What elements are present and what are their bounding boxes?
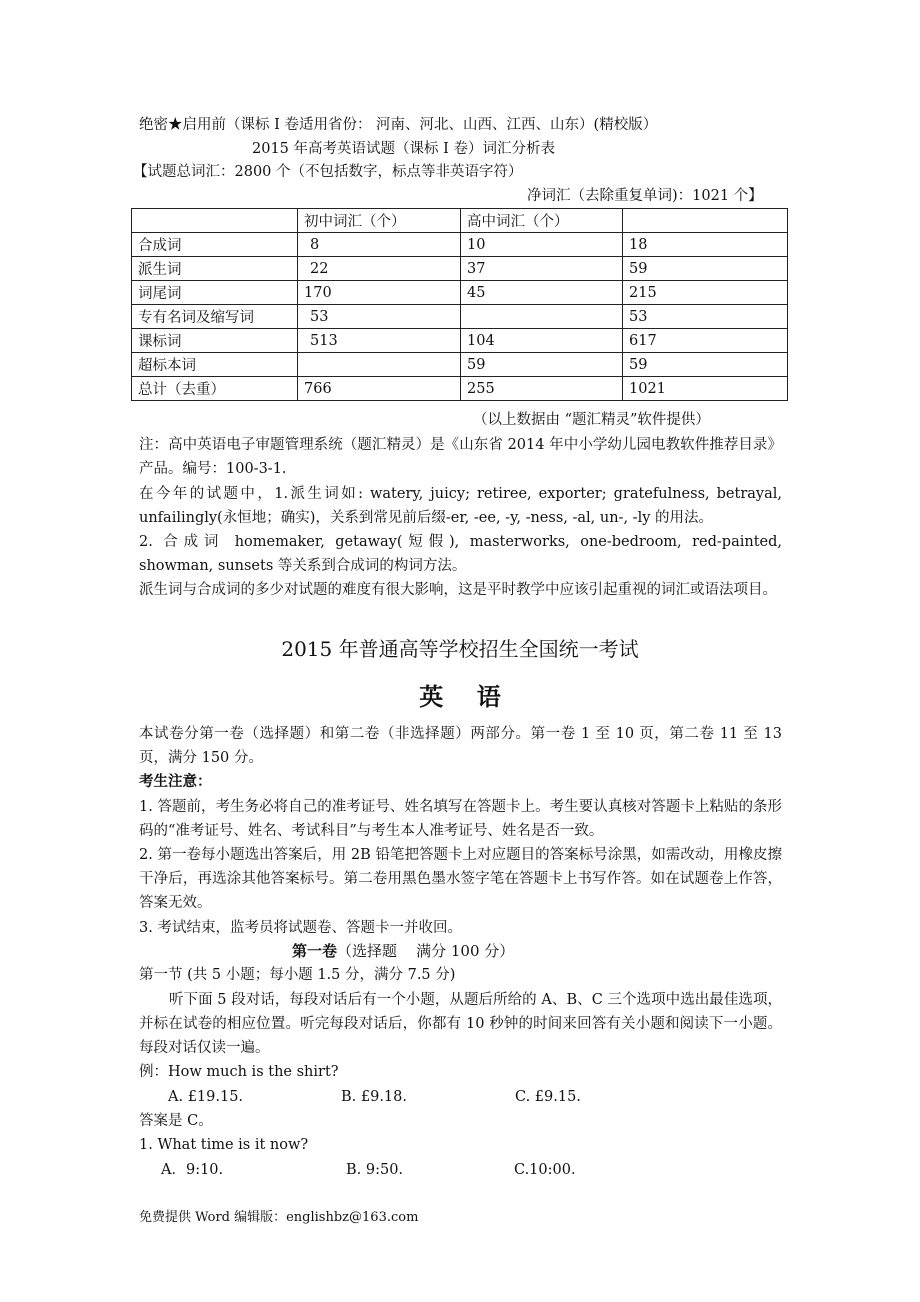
table-header-cell: 初中词汇（个） bbox=[298, 209, 461, 233]
notice-item: 3. 考试结束，监考员将试题卷、答题卡一并收回。 bbox=[139, 920, 462, 936]
table-row bbox=[132, 281, 788, 305]
senior-cell: 104 bbox=[461, 329, 623, 353]
note-paragraph: 派生词与合成词的多少对试题的难度有很大影响，这是平时教学中应该引起重视的词汇或语法项目。 bbox=[139, 582, 777, 598]
senior-cell: 45 bbox=[461, 281, 623, 305]
row-label: 课标词 bbox=[132, 329, 298, 353]
part-heading-bold: 第一卷 bbox=[292, 942, 338, 960]
example-question: 例：How much is the shirt? bbox=[139, 1064, 339, 1080]
table-row bbox=[132, 377, 788, 401]
junior-cell: 513 bbox=[298, 329, 461, 353]
table-title: 2015 年高考英语试题（课标 I 卷）词汇分析表 bbox=[252, 141, 555, 157]
junior-cell: 22 bbox=[298, 257, 461, 281]
table-header-cell: 高中词汇（个） bbox=[461, 209, 623, 233]
vocab-table bbox=[131, 208, 788, 401]
senior-cell: 10 bbox=[461, 233, 623, 257]
question-1-option-c: C.10:00. bbox=[514, 1162, 576, 1178]
total-words: 【试题总词汇：2800 个（不包括数字，标点等非英语字符） bbox=[133, 164, 523, 180]
table-row bbox=[132, 353, 788, 377]
row-label: 词尾词 bbox=[132, 281, 298, 305]
row-label: 专有名词及缩写词 bbox=[132, 305, 298, 329]
example-answer: 答案是 C。 bbox=[139, 1113, 213, 1129]
exam-title: 2015 年普通高等学校招生全国统一考试 bbox=[281, 637, 639, 661]
row-label: 总计（去重） bbox=[132, 377, 298, 401]
junior-cell: 766 bbox=[298, 377, 461, 401]
secret-line: 绝密★启用前（课标 I 卷适用省份： 河南、河北、山西、江西、山东）(精校版） bbox=[139, 117, 658, 133]
note-paragraph: 注：高中英语电子审题管理系统（题汇精灵）是《山东省 2014 年中小学幼儿园电教软件推荐目录》产品。编号：100-3-1. bbox=[139, 437, 782, 477]
total-cell: 617 bbox=[623, 329, 788, 353]
table-row bbox=[132, 233, 788, 257]
question-1: 1. What time is it now? bbox=[139, 1137, 309, 1153]
table-header-cell bbox=[623, 209, 788, 233]
part-heading bbox=[292, 941, 514, 961]
part-heading-rest: （选择题 满分 100 分） bbox=[337, 942, 515, 960]
notice-item: 2. 第一卷每小题选出答案后，用 2B 铅笔把答题卡上对应题目的答案标号涂黑，如需改动，用橡皮擦干净后，再选涂其他答案标号。第二卷用黑色墨水签字笔在答题卡上书写作答。如在试题卷上作答，答案无效。 bbox=[139, 847, 782, 911]
junior-cell: 53 bbox=[298, 305, 461, 329]
table-header-row bbox=[132, 209, 788, 233]
net-words: 净词汇（去除重复单词)：1021 个】 bbox=[527, 188, 763, 204]
table-header-cell bbox=[132, 209, 298, 233]
total-cell: 1021 bbox=[623, 377, 788, 401]
table-row bbox=[132, 257, 788, 281]
footer-text: 免费提供 Word 编辑版：englishbz@163.com bbox=[139, 1210, 419, 1225]
example-option-a: A. £19.15. bbox=[168, 1089, 244, 1105]
row-label: 超标本词 bbox=[132, 353, 298, 377]
senior-cell bbox=[461, 305, 623, 329]
table-source-note: （以上数据由 “题汇精灵”软件提供） bbox=[473, 412, 710, 428]
row-label: 合成词 bbox=[132, 233, 298, 257]
listening-instructions: 听下面 5 段对话，每段对话后有一个小题，从题后所给的 A、B、C 三个选项中选出最佳选项，并标在试卷的相应位置。听完每段对话后，你都有 10 秒钟的时间来回答有关小题和阅读下一小题。每段对话仅读一遍。 bbox=[139, 992, 782, 1056]
senior-cell: 255 bbox=[461, 377, 623, 401]
notice-item: 1. 答题前，考生务必将自己的准考证号、姓名填写在答题卡上。考生要认真核对答题卡上粘贴的条形码的“准考证号、姓名、考试科目”与考生本人准考证号、姓名是否一致。 bbox=[139, 799, 782, 839]
example-option-c: C. £9.15. bbox=[515, 1089, 581, 1105]
total-cell: 53 bbox=[623, 305, 788, 329]
junior-cell: 8 bbox=[298, 233, 461, 257]
question-1-option-b: B. 9:50. bbox=[346, 1162, 404, 1178]
senior-cell: 37 bbox=[461, 257, 623, 281]
total-cell: 215 bbox=[623, 281, 788, 305]
total-cell: 18 bbox=[623, 233, 788, 257]
section-heading: 第一节 (共 5 小题；每小题 1.5 分，满分 7.5 分) bbox=[139, 967, 456, 983]
table-row bbox=[132, 329, 788, 353]
note-paragraph: 2. 合成词 homemaker, getaway(短假), masterworks, one-bedroom, red-painted, showman, sunsets 等关系到合成词的构词方法。 bbox=[139, 534, 782, 574]
example-option-b: B. £9.18. bbox=[341, 1089, 407, 1105]
note-paragraph: 在今年的试题中，1.派生词如: watery, juicy; retiree, exporter; gratefulness, betrayal, unfailingly(永恒地；确实)，关系到常见前后缀-er, -ee, -y, -ness, -al, un-, -ly 的用法。 bbox=[139, 486, 782, 526]
junior-cell: 170 bbox=[298, 281, 461, 305]
table-row bbox=[132, 305, 788, 329]
junior-cell bbox=[298, 353, 461, 377]
total-cell: 59 bbox=[623, 353, 788, 377]
total-cell: 59 bbox=[623, 257, 788, 281]
notice-heading: 考生注意： bbox=[139, 773, 212, 790]
question-1-option-a: A．9:10. bbox=[161, 1162, 224, 1178]
senior-cell: 59 bbox=[461, 353, 623, 377]
exam-intro: 本试卷分第一卷（选择题）和第二卷（非选择题）两部分。第一卷 1 至 10 页，第二卷 11 至 13 页，满分 150 分。 bbox=[139, 726, 782, 766]
row-label: 派生词 bbox=[132, 257, 298, 281]
exam-subject: 英 语 bbox=[419, 682, 501, 711]
